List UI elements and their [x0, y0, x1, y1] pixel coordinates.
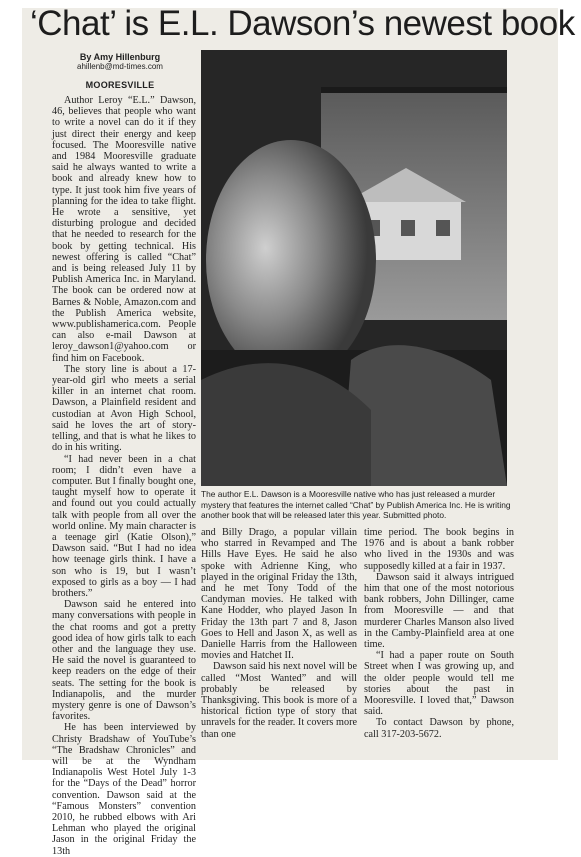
- byline-author: By Amy Hillenburg: [79, 52, 161, 62]
- dateline: MOORESVILLE: [85, 80, 155, 90]
- paragraph: “I had a paper route on South Street when I was growing up, and the older people would tell me stories about the past in Mooresville. I loved that,” Dawson said.: [364, 650, 514, 718]
- author-photo-image: [201, 50, 507, 486]
- paragraph: To contact Dawson by phone, call 317-203-5672.: [364, 717, 514, 740]
- byline: [50, 52, 190, 71]
- paragraph: Dawson said his next novel will be called “Most Wanted” and will probably be released by Thanksgiving. This book is more of a historical fiction type of story that unravels for the reader. It covers more than one: [201, 661, 357, 740]
- article-column-1: [52, 95, 196, 857]
- paragraph: Dawson said it always intrigued him that one of the most notorious bank robbers, John Dillinger, came from Mooresville — and that murderer Charles Manson also lived in the Camby-Plainfield area at one time.: [364, 571, 514, 651]
- paragraph: The story line is about a 17-year-old girl who meets a serial killer in an internet chat room. Dawson, a Plainfield resident and custodian at Avon High School, said he loves the art of story-telling, and that is what he likes to do in his writing.: [52, 363, 196, 454]
- byline-email: ahillenb@md-times.com: [77, 62, 163, 71]
- paragraph: Dawson said he entered into many conversations with people in the chat rooms and got a pretty good idea of how girls talk to each other and the language they use. He said the novel is guaranteed to keep readers on the edge of their seats. The setting for the book is Indianapolis, and the murder mystery genre is one of Dawson’s favorites.: [52, 599, 196, 723]
- paragraph: “I had never been in a chat room; I didn’t even have a computer. But I finally bought one, taught myself how to operate it and found out you could actually talk with people from all over the world online. My main character is a teenage girl (Katie Olson),” Dawson said. “But I had no idea how teenage girls think. I have a son who is 19, but I wasn’t exposed to girls as a boy — I had brothers.”: [52, 453, 196, 599]
- article-column-3: [364, 527, 514, 740]
- headline: ‘Chat’ is E.L. Dawson’s newest book: [30, 4, 575, 43]
- paragraph: time period. The book begins in 1976 and is about a bank robber who lived in the 1930s and was supposedly killed at a fair in 1937.: [364, 527, 514, 572]
- paragraph: He has been interviewed by Christy Bradshaw of YouTube’s “The Bradshaw Chronicles” and will be at the Wyndham Indianapolis West Hotel July 1-3 for the “Days of the Dead” horror convention. Dawson said at the “Famous Monsters” convention 2010, he rubbed elbows with Ari Lehman who played the original Jason in the original Friday the 13th: [52, 722, 196, 857]
- paragraph: and Billy Drago, a popular villain who starred in Revamped and The Hills Have Eyes. He said he also spoke with Adrienne King, who played in the original Friday the 13th, and he met Tony Todd of the Candyman movies. He talked with Kane Hodder, who played Jason In Friday the 13th part 7 and 8, Jason Goes to Hell and Jason X, as well as Danielle Harris from the Halloween movies and Hatchet II.: [201, 527, 357, 662]
- paragraph: Author Leroy “E.L.” Dawson, 46, believes that people who want to write a novel can do it if they just direct their energy and keep focused. The Mooresville native and 1984 Mooresville graduate said he always wanted to write a book and already knew how to type. It just took him five years of planning for the idea to take flight. He wrote a sensitive, yet disturbing prologue and decided that he needed to research for the book by getting technical. His newest offering is called “Chat” and is being released July 11 by Publish America Inc. in Maryland. The book can be ordered now at Barnes & Noble, Amazon.com and the Publish America website, www.publishamerica.com. People can also e-mail Dawson at leroy_dawson1@yahoo.com or find him on Facebook.: [52, 95, 196, 364]
- author-photo: [201, 50, 507, 486]
- photo-caption: The author E.L. Dawson is a Mooresville native who has just released a murder mystery that features the internet called “Chat” by Publish America Inc. He is writing another book that will be released later this year. Submitted photo.: [201, 489, 511, 521]
- article-column-2: [201, 527, 357, 740]
